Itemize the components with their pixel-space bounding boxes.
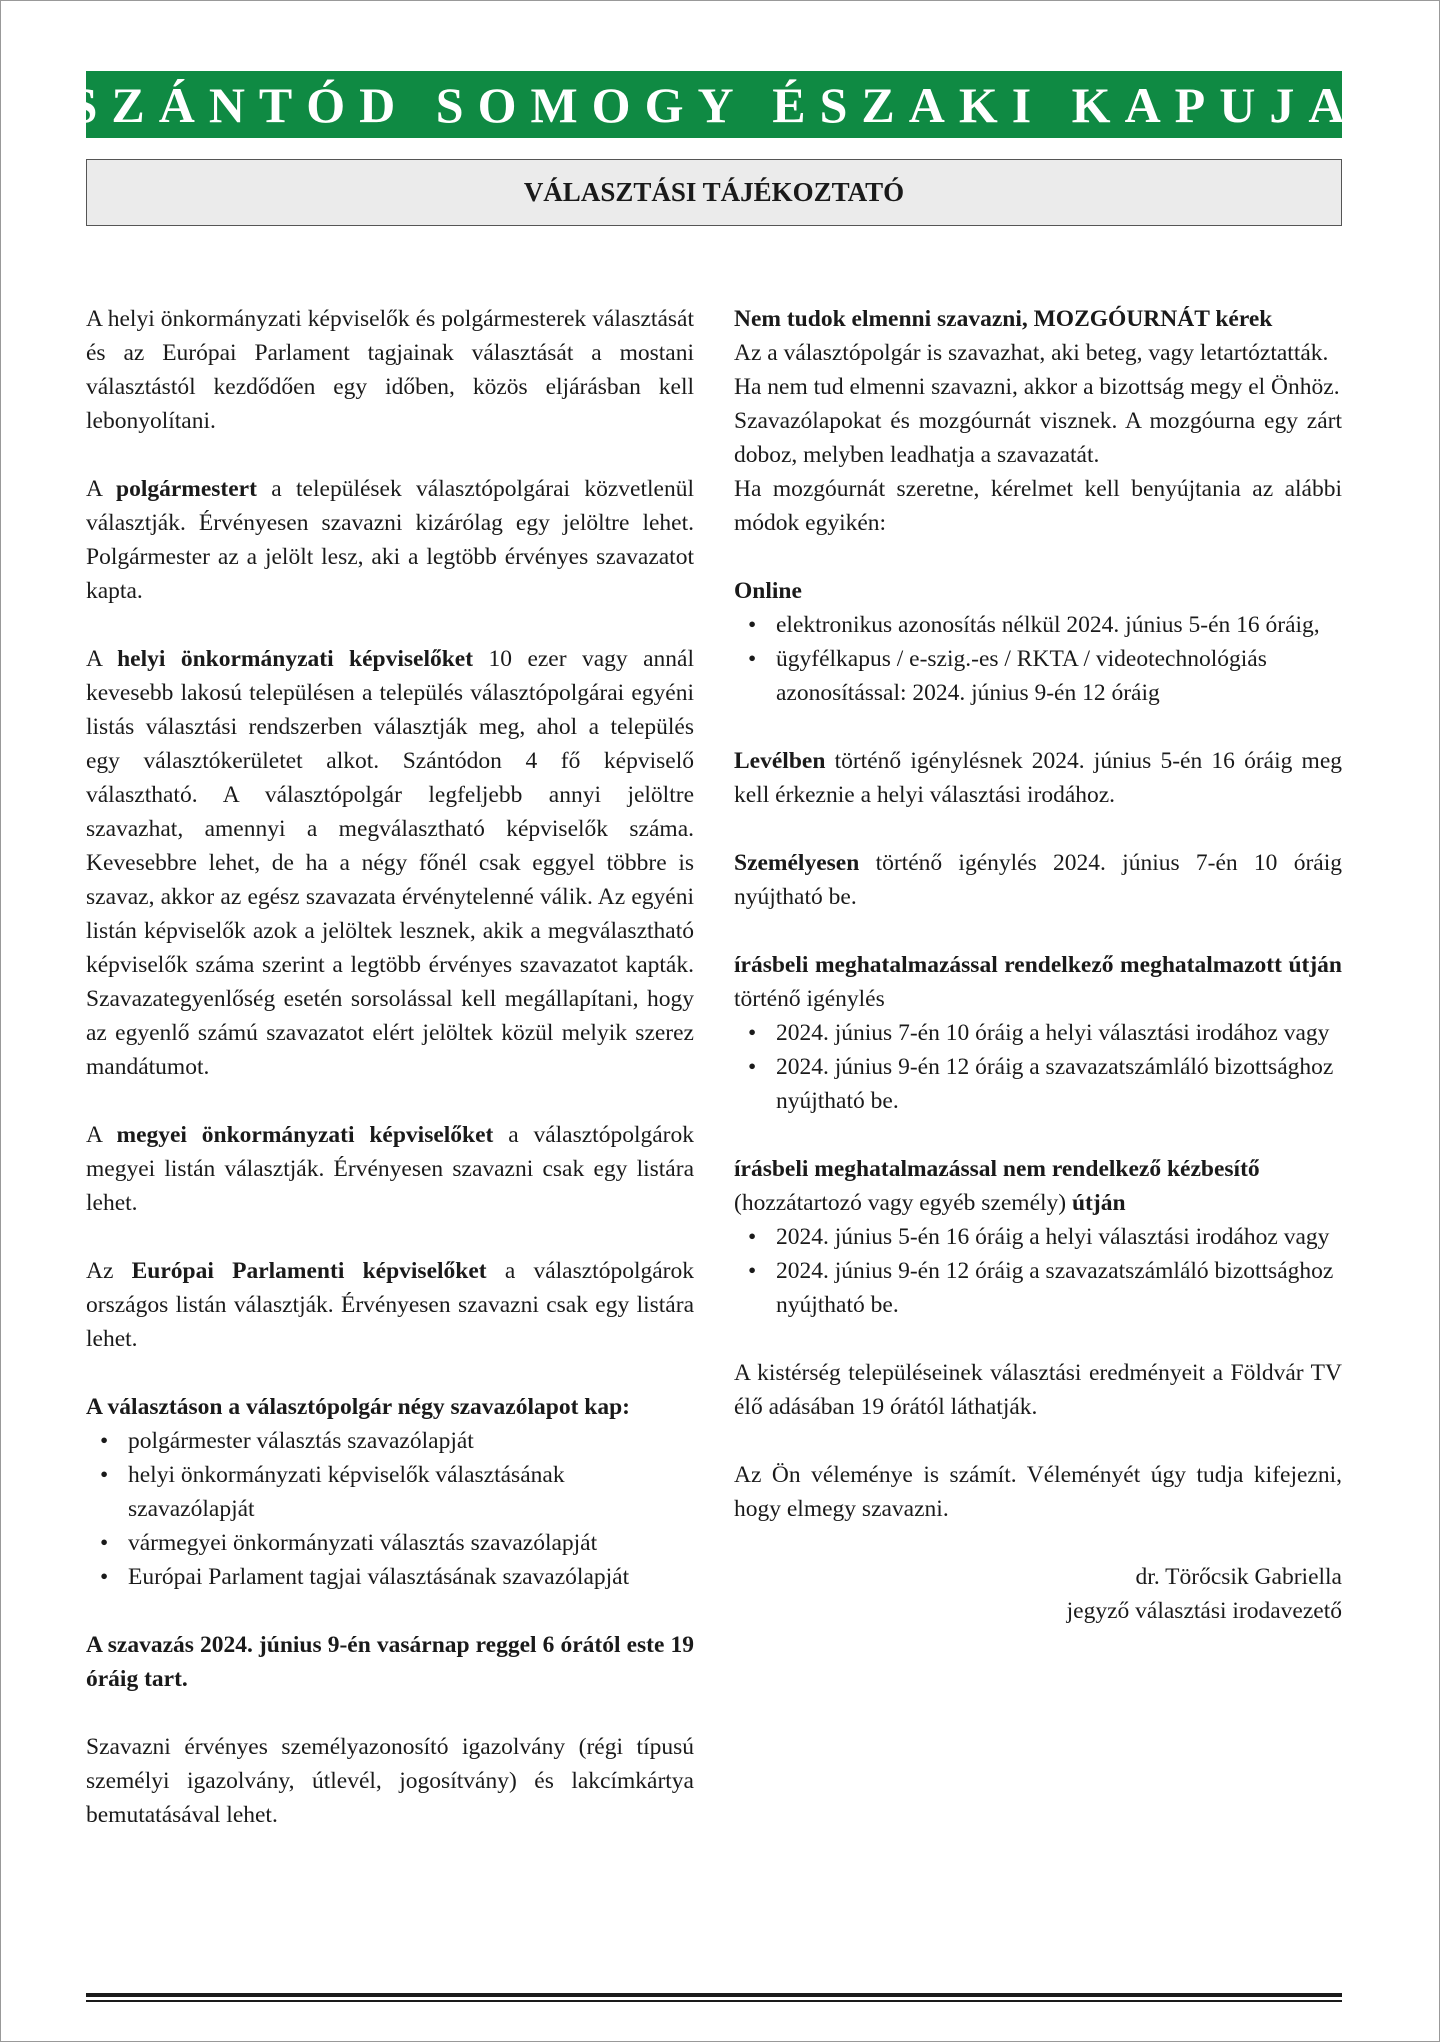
right-column bbox=[734, 302, 1342, 1628]
section-header-box bbox=[86, 159, 1342, 226]
online-list bbox=[734, 608, 1342, 710]
list-item: • vármegyei önkormányzati választás szavazólapját bbox=[128, 1526, 694, 1560]
mobile-urn-paragraph: Az a választópolgár is szavazhat, aki beteg, vagy letartóztatták. bbox=[734, 340, 1329, 366]
results-paragraph: A kistérség településeinek választási eredményeit a Földvár TV élő adásában 19 órától láthatják. bbox=[734, 1360, 1342, 1420]
list-item: • 2024. június 5-én 16 óráig a helyi választási irodához vagy bbox=[776, 1220, 1342, 1254]
county-reps-paragraph: A megyei önkormányzati képviselőket a választópolgárok megyei listán választják. Érvényesen szavazni csak egy listára lehet. bbox=[86, 1122, 694, 1216]
left-column bbox=[86, 302, 694, 1832]
local-reps-term: helyi önkormányzati képviselőket bbox=[117, 646, 474, 672]
masthead-banner bbox=[69, 71, 1359, 138]
mobile-urn-heading: Nem tudok elmenni szavazni, MOZGÓURNÁT kérek bbox=[734, 306, 1273, 332]
signature-name: dr. Törőcsik Gabriella bbox=[1135, 1564, 1342, 1590]
list-item: • 2024. június 9-én 12 óráig a szavazatszámláló bizottsághoz nyújtható be. bbox=[776, 1050, 1342, 1118]
mobile-urn-paragraph: Szavazólapokat és mozgóurnát visznek. A mozgóurna egy zárt doboz, melyben leadhatja a szavazatát. bbox=[734, 408, 1342, 468]
section-title: VÁLASZTÁSI TÁJÉKOZTATÓ bbox=[523, 177, 905, 207]
mayor-term: polgármestert bbox=[116, 476, 257, 502]
list-item: • ügyfélkapus / e-szig.-es / RKTA / videotechnológiás azonosítással: 2024. június 9-én 12 óráig bbox=[776, 642, 1342, 710]
list-item: • polgármester választás szavazólapját bbox=[128, 1424, 694, 1458]
personal-paragraph: Személyesen történő igénylés 2024. június 7-én 10 óráig nyújtható be. bbox=[734, 850, 1342, 910]
footer-rule-thick bbox=[86, 1993, 1342, 1997]
list-item: • elektronikus azonosítás nélkül 2024. június 5-én 16 óráig, bbox=[776, 608, 1342, 642]
masthead-title: SZÁNTÓD SOMOGY ÉSZAKI KAPUJA bbox=[69, 76, 1359, 133]
courier-paragraph: írásbeli meghatalmazással nem rendelkező kézbesítő (hozzátartozó vagy egyéb személy) útján bbox=[734, 1156, 1260, 1216]
list-item: • Európai Parlament tagjai választásának szavazólapját bbox=[128, 1560, 694, 1594]
proxy-paragraph: írásbeli meghatalmazással rendelkező meghatalmazott útján történő igénylés bbox=[734, 952, 1342, 1012]
mobile-urn-paragraph: Ha mozgóurnát szeretne, kérelmet kell benyújtania az alábbi módok egyikén: bbox=[734, 476, 1342, 536]
list-item: • helyi önkormányzati képviselők választásának szavazólapját bbox=[128, 1458, 694, 1526]
voting-time-paragraph: A szavazás 2024. június 9-én vasárnap reggel 6 órától este 19 óráig tart. bbox=[86, 1632, 694, 1692]
footer-rule-thin bbox=[86, 2000, 1342, 2002]
ep-reps-paragraph: Az Európai Parlamenti képviselőket a választópolgárok országos listán választják. Érvényesen szavazni csak egy listára lehet. bbox=[86, 1258, 695, 1352]
list-item: • 2024. június 9-én 12 óráig a szavazatszámláló bizottsághoz nyújtható be. bbox=[776, 1254, 1342, 1322]
id-requirements-paragraph: Szavazni érvényes személyazonosító igazolvány (régi típusú személyi igazolvány, útlevél, jogosítvány) és lakcímkártya bemutatásával lehet. bbox=[86, 1734, 694, 1828]
ballots-list bbox=[86, 1424, 694, 1594]
closing-paragraph: Az Ön véleménye is számít. Véleményét úgy tudja kifejezni, hogy elmegy szavazni. bbox=[734, 1462, 1342, 1522]
signature-title: jegyző választási irodavezető bbox=[1066, 1598, 1342, 1624]
proxy-list bbox=[734, 1016, 1342, 1118]
ep-reps-term: Európai Parlamenti képviselőket bbox=[131, 1258, 487, 1284]
courier-list bbox=[734, 1220, 1342, 1322]
online-heading: Online bbox=[734, 578, 802, 604]
mobile-urn-paragraph: Ha nem tud elmenni szavazni, akkor a bizottság megy el Önhöz. bbox=[734, 374, 1340, 400]
mayor-paragraph: A polgármestert a települések választópolgárai közvetlenül választják. Érvényesen szavazni kizárólag egy jelöltre lehet. Polgármester az a jelölt lesz, aki a legtöbb érvényes szavazatot kapta. bbox=[86, 476, 694, 604]
letter-paragraph: Levélben történő igénylésnek 2024. június 5-én 16 óráig meg kell érkeznie a helyi választási irodához. bbox=[734, 748, 1342, 808]
intro-paragraph: A helyi önkormányzati képviselők és polgármesterek választását és az Európai Parlament tagjainak választását a mostani választástól kezdődően egy időben, közös eljárásban kell lebonyolítani. bbox=[86, 306, 694, 434]
county-reps-term: megyei önkormányzati képviselőket bbox=[116, 1122, 494, 1148]
local-reps-paragraph: A helyi önkormányzati képviselőket 10 ezer vagy annál kevesebb lakosú településen a település választópolgárai egyéni listás választási rendszerben választják meg, ahol a település egy választókerületet alkot. Szántódon 4 fő képviselő választható. A választópolgár legfeljebb annyi jelöltre szavazhat, amennyi a megválasztható képviselők száma. Kevesebbre lehet, de ha a négy főnél csak eggyel többre is szavaz, akkor az egész szavazata érvénytelenné válik. Az egyéni listán képviselők azok a jelöltek lesznek, akik a megválasztható képviselők száma szerint a legtöbb érvényes szavazatot kapták. Szavazategyenlőség esetén sorsolással kell megállapítani, hogy az egyenlő számú szavazatot elért jelöltek közül melyik szerez mandátumot. bbox=[86, 646, 694, 1080]
ballots-heading: A választáson a választópolgár négy szavazólapot kap: bbox=[86, 1394, 630, 1420]
list-item: • 2024. június 7-én 10 óráig a helyi választási irodához vagy bbox=[776, 1016, 1342, 1050]
